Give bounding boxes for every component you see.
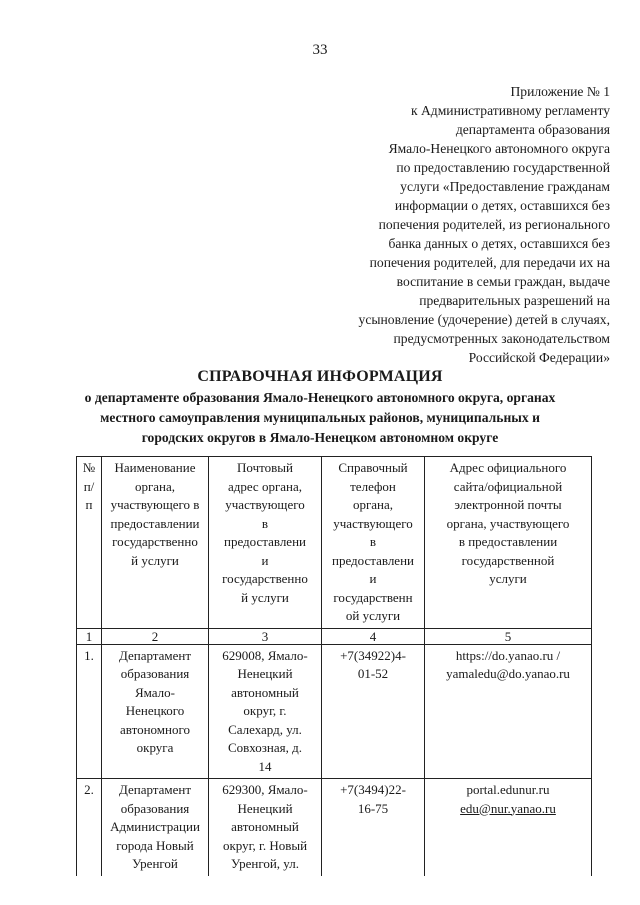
cell-text-line: 16-75 [357, 800, 389, 816]
table-header-row [77, 457, 592, 629]
document-title: СПРАВОЧНАЯ ИНФОРМАЦИЯ [197, 368, 443, 385]
website-link[interactable]: portal.edunur.ru [466, 782, 550, 797]
appendix-line: попечения родителей, из регионального [378, 217, 610, 232]
appendix-line: к Административному регламенту [410, 103, 610, 118]
cell-text-line: государственно [222, 571, 308, 586]
header-organ-name [102, 457, 209, 629]
website-link[interactable]: https://do.yanao.ru / [455, 647, 561, 663]
cell-text-line: участвующего [333, 515, 413, 531]
appendix-heading [290, 82, 610, 367]
cell-text-line: п [85, 497, 93, 512]
cell-text-line: образования [120, 666, 190, 681]
column-number-row [77, 628, 592, 644]
phone-number [322, 644, 425, 779]
cell-text-line: государственн [333, 589, 413, 605]
appendix-line: попечения родителей, для передачи их на [369, 255, 610, 270]
cell-text-line: Салехард, ул. [228, 721, 302, 737]
cell-text-line: сайта/официальной [453, 478, 563, 494]
document-subtitle [0, 388, 640, 448]
cell-text-line: Ненецкий [237, 666, 293, 681]
cell-text-line: 2. [84, 782, 94, 797]
appendix-line: воспитание в семьи граждан, выдаче [396, 274, 610, 289]
column-number [77, 628, 102, 644]
cell-text-line: услуги [489, 571, 527, 586]
column-number [209, 628, 322, 644]
reference-table [76, 456, 592, 876]
cell-text-line: Ненецкого [125, 703, 185, 718]
appendix-line: информации о детях, оставшихся без [394, 198, 610, 213]
subtitle-line: о департаменте образования Ямало-Ненецкого автономного округа, органах [84, 390, 556, 405]
row-number [77, 644, 102, 779]
cell-text-line: участвующего [225, 497, 305, 512]
cell-text-line: в [261, 515, 269, 531]
cell-text-line: государственно [112, 534, 198, 549]
phone-number [322, 779, 425, 876]
table-row [77, 644, 592, 779]
subtitle-line: местного самоуправления муниципальных районов, муниципальных и [100, 410, 540, 425]
appendix-line: предварительных разрешений на [419, 293, 610, 308]
cell-text-line: Справочный [338, 460, 408, 475]
cell-text-line: Департамент [118, 782, 192, 797]
cell-text-line: Администрации [110, 819, 200, 834]
cell-text-line: в предоставлении [458, 534, 558, 549]
organ-name [102, 644, 209, 779]
cell-text-line: Департамент [118, 647, 192, 663]
header-website-email [425, 457, 592, 629]
cell-text-line: Ямало- [134, 684, 175, 700]
cell-text-line: предоставлени [223, 534, 306, 549]
cell-text-line: 629300, Ямало- [222, 782, 308, 797]
cell-text-line: 3 [261, 628, 269, 644]
header-number [77, 457, 102, 629]
cell-text-line: Ненецкий [237, 800, 293, 816]
column-number [322, 628, 425, 644]
cell-text-line: й услуги [131, 552, 179, 568]
organ-name [102, 779, 209, 876]
appendix-line: услуги «Предоставление гражданам [400, 179, 610, 194]
cell-text-line: 4 [369, 628, 377, 644]
cell-text-line: электронной почты [454, 497, 562, 512]
cell-text-line: № [82, 460, 96, 475]
cell-text-line: й услуги [241, 589, 289, 605]
cell-text-line: Адрес официального [449, 460, 567, 475]
cell-text-line: предоставлени [331, 552, 414, 568]
appendix-line: Российской Федерации» [468, 350, 610, 365]
appendix-line: по предоставлению государственной [396, 160, 610, 175]
column-number [425, 628, 592, 644]
cell-text-line: 629008, Ямало- [222, 647, 308, 663]
postal-address [209, 779, 322, 876]
cell-text-line: автономный [231, 684, 299, 700]
cell-text-line: п/ [83, 478, 95, 494]
cell-text-line: 1 [85, 628, 93, 644]
header-phone [322, 457, 425, 629]
appendix-line: департамента образования [455, 122, 610, 137]
cell-text-line: округ, г. [243, 703, 287, 718]
cell-text-line: 2 [151, 628, 159, 644]
cell-text-line: Уренгой [132, 856, 178, 871]
column-number [102, 628, 209, 644]
cell-text-line: +7(3494)22- [340, 782, 406, 797]
appendix-line: банка данных о детях, оставшихся без [388, 236, 610, 251]
appendix-line: Ямало-Ненецкого автономного округа [388, 141, 610, 156]
cell-text-line: округ, г. Новый [222, 837, 308, 853]
cell-text-line: 14 [258, 758, 272, 774]
cell-text-line: Наименование [114, 460, 196, 475]
cell-text-line: 5 [504, 628, 512, 644]
cell-text-line: Почтовый [237, 460, 293, 475]
email-link[interactable]: edu@nur.yanao.ru [460, 800, 556, 816]
cell-text-line: государственной [461, 552, 555, 568]
cell-text-line: города Новый [116, 837, 194, 853]
header-postal-address [209, 457, 322, 629]
cell-text-line: образования [120, 800, 190, 816]
cell-text-line: органа, [352, 497, 394, 512]
postal-address [209, 644, 322, 779]
cell-text-line: автономного [120, 721, 190, 737]
cell-text-line: участвующего в [110, 497, 200, 512]
cell-text-line: ой услуги [345, 608, 401, 623]
cell-text-line: +7(34922)4- [340, 647, 406, 663]
cell-text-line: 1. [84, 647, 94, 663]
appendix-line: Приложение № 1 [510, 84, 610, 99]
cell-text-line: Уренгой, ул. [231, 856, 299, 871]
cell-text-line: Совхозная, д. [227, 740, 303, 755]
website-email [425, 779, 592, 876]
cell-text-line: и [369, 571, 377, 586]
cell-text-line: в [369, 534, 377, 549]
cell-text-line: телефон [350, 478, 396, 494]
table-row [77, 779, 592, 876]
cell-text-line: адрес органа, [227, 478, 303, 494]
email-link[interactable]: yamaledu@do.yanao.ru [446, 666, 570, 681]
page-number: 33 [312, 42, 328, 58]
subtitle-line: городских округов в Ямало-Ненецком автономном округе [141, 430, 499, 445]
cell-text-line: органа, [134, 478, 176, 494]
website-email [425, 644, 592, 779]
appendix-line: предусмотренных законодательством [393, 331, 610, 346]
cell-text-line: органа, участвующего [446, 515, 570, 531]
cell-text-line: предоставлении [110, 515, 200, 531]
cell-text-line: 01-52 [357, 666, 389, 681]
cell-text-line: округа [136, 740, 174, 755]
cell-text-line: и [261, 552, 269, 568]
cell-text-line: автономный [231, 819, 299, 834]
row-number [77, 779, 102, 876]
appendix-line: усыновление (удочерение) детей в случаях, [358, 312, 610, 327]
